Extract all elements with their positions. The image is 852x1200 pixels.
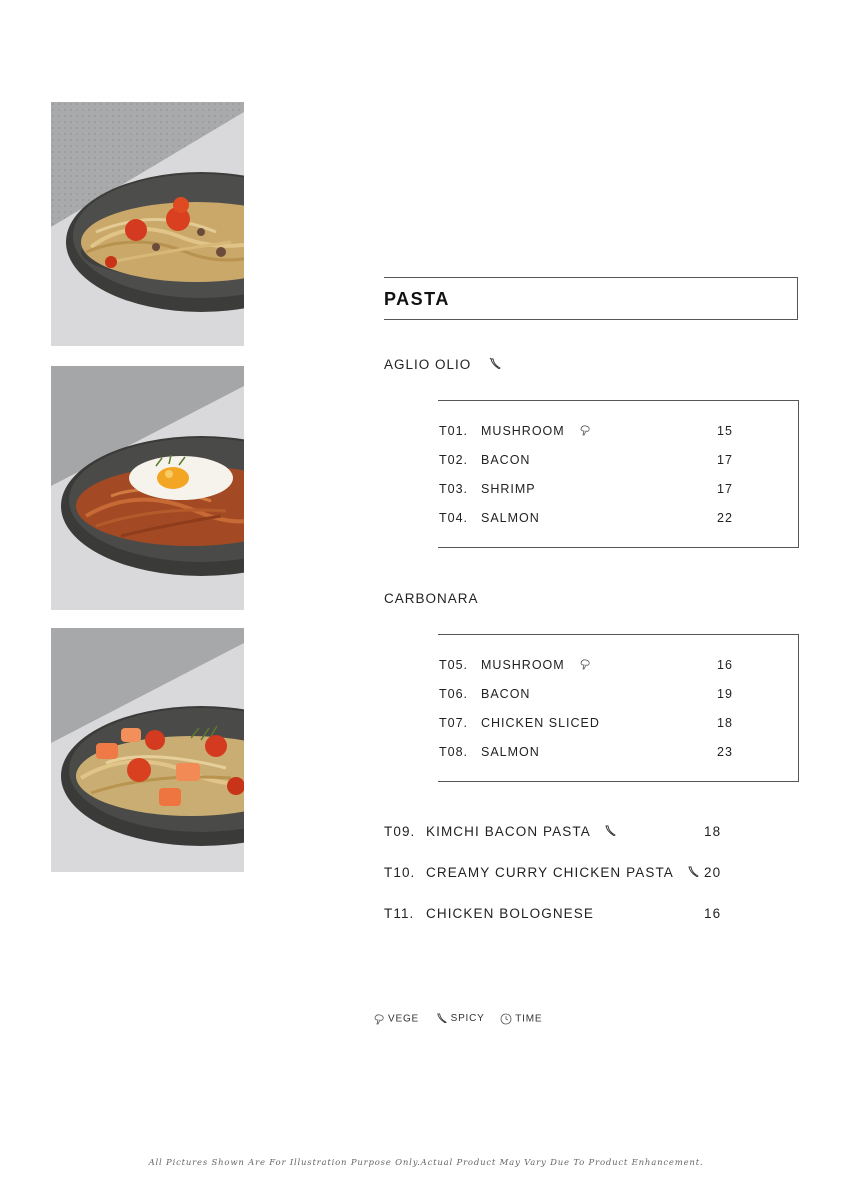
- item-code: T10.: [384, 865, 416, 880]
- item-name: BACON: [481, 453, 531, 467]
- item-name: BACON: [481, 687, 531, 701]
- spicy-icon: [603, 824, 617, 841]
- legend-spicy: SPICY: [435, 1012, 485, 1025]
- photo-salmon-pasta: [51, 628, 244, 872]
- list-item: [439, 745, 739, 761]
- group-title-aglio-olio: [384, 357, 502, 374]
- item-name: CHICKEN SLICED: [481, 716, 600, 730]
- list-item: [439, 687, 739, 703]
- item-code: T06.: [439, 687, 469, 701]
- vege-icon: [373, 1013, 385, 1025]
- disclaimer-footer: All Pictures Shown Are For Illustration Purpose Only.Actual Product May Vary Due To Product Enhancement.: [148, 1158, 704, 1168]
- list-item: [439, 511, 739, 527]
- item-name: CREAMY CURRY CHICKEN PASTA: [426, 865, 700, 882]
- group-title-label: AGLIO OLIO: [384, 357, 472, 373]
- list-item: [439, 453, 739, 469]
- item-name: MUSHROOM: [481, 658, 591, 673]
- legend-time: TIME: [500, 1013, 542, 1025]
- photo-carbonara-egg: [51, 366, 244, 610]
- item-price: 23: [717, 745, 733, 759]
- item-price: 18: [704, 824, 722, 839]
- item-code: T09.: [384, 824, 416, 839]
- item-code: T11.: [384, 906, 415, 921]
- item-code: T05.: [439, 658, 469, 672]
- item-name: SHRIMP: [481, 482, 536, 496]
- item-price: 17: [717, 482, 733, 496]
- item-name: KIMCHI BACON PASTA: [426, 824, 617, 841]
- legend-vege: VEGE: [373, 1013, 419, 1025]
- item-price: 15: [717, 424, 733, 438]
- item-name: SALMON: [481, 745, 540, 759]
- vege-icon: [579, 424, 591, 439]
- item-code: T04.: [439, 511, 469, 525]
- item-price: 18: [717, 716, 733, 730]
- photo-aglio-olio-tomato: [51, 102, 244, 346]
- list-item: [439, 658, 739, 674]
- item-name: SALMON: [481, 511, 540, 525]
- list-item: [439, 424, 739, 440]
- list-item-special: [384, 824, 744, 842]
- list-item-special: [384, 906, 744, 924]
- vege-icon: [579, 658, 591, 673]
- spicy-icon: [435, 1012, 448, 1025]
- item-code: T03.: [439, 482, 469, 496]
- item-code: T02.: [439, 453, 469, 467]
- list-item: [439, 482, 739, 498]
- item-price: 22: [717, 511, 733, 525]
- section-title: PASTA: [384, 289, 450, 309]
- list-item: [439, 716, 739, 732]
- list-item-special: [384, 865, 744, 883]
- clock-icon: [500, 1013, 512, 1025]
- item-name: MUSHROOM: [481, 424, 591, 439]
- item-code: T08.: [439, 745, 469, 759]
- icon-legend: [373, 1012, 554, 1025]
- item-price: 16: [704, 906, 722, 921]
- item-code: T07.: [439, 716, 469, 730]
- item-price: 20: [704, 865, 722, 880]
- item-price: 19: [717, 687, 733, 701]
- item-price: 17: [717, 453, 733, 467]
- group-title-carbonara: CARBONARA: [384, 591, 479, 606]
- spicy-icon: [488, 357, 502, 374]
- spicy-icon: [686, 865, 700, 882]
- item-price: 16: [717, 658, 733, 672]
- item-code: T01.: [439, 424, 469, 438]
- item-name: CHICKEN BOLOGNESE: [426, 906, 594, 921]
